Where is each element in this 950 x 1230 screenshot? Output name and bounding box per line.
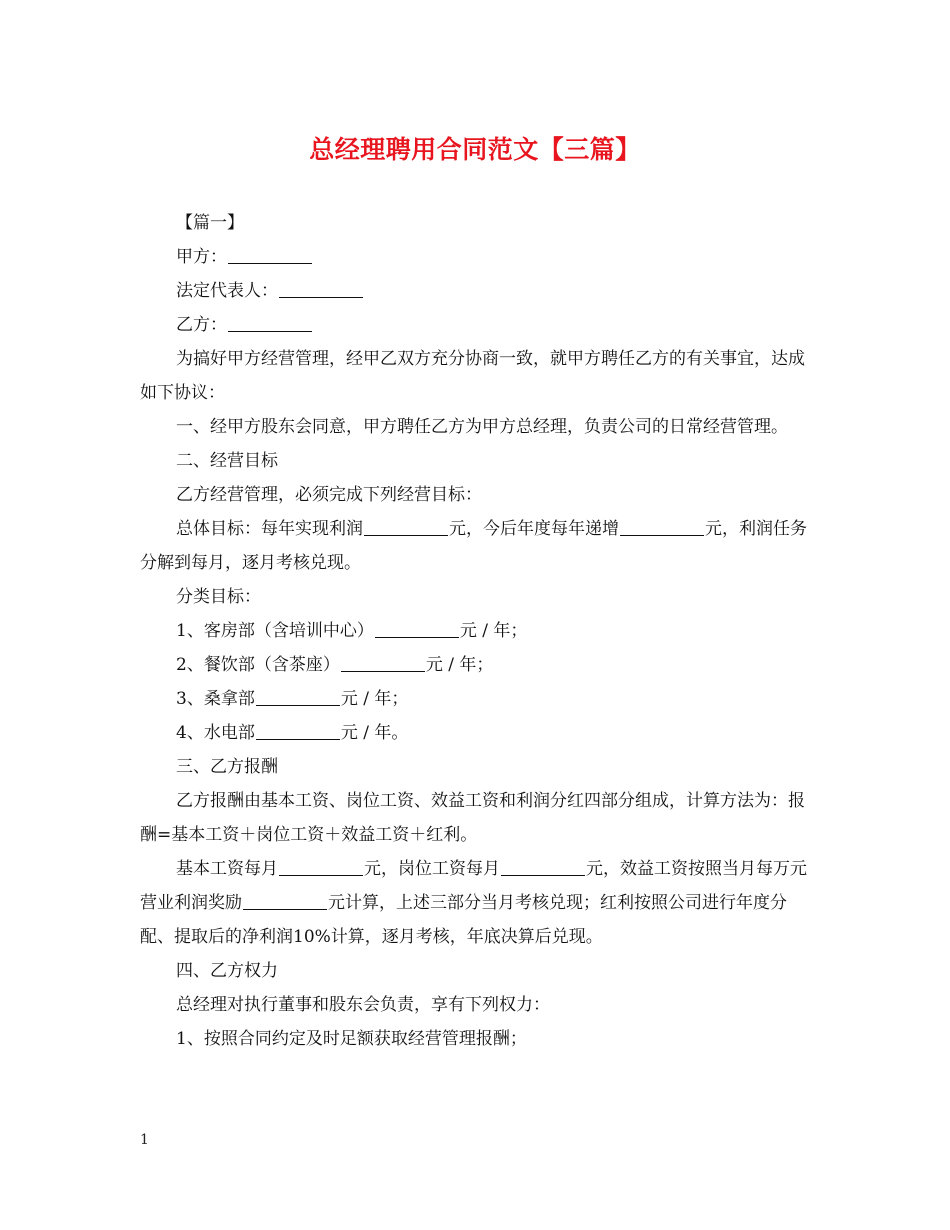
paragraph-text: 为搞好甲方经营管理，经甲乙双方充分协商一致，就甲方聘任乙方的有关事宜，达成如下协议： xyxy=(140,349,805,403)
paragraph-text: 二、经营目标 xyxy=(176,451,278,471)
paragraph-text: 乙方经营管理，必须完成下列经营目标： xyxy=(176,485,482,505)
paragraph xyxy=(140,614,812,648)
paragraph-text: 法定代表人： xyxy=(176,281,278,301)
paragraph-text: 元，岗位工资每月 xyxy=(364,859,500,879)
paragraph-text: 元 / 年； xyxy=(459,621,528,641)
paragraph-text: 元 / 年。 xyxy=(340,723,409,743)
paragraph-text: 元计算，上述三部分当月考核兑现；红利按照公司进行年度分配、提取后的净利润10%计算，逐月考核，年底决算后兑现。 xyxy=(140,893,787,947)
fill-in-blank xyxy=(341,651,425,672)
paragraph-text: 基本工资每月 xyxy=(176,859,278,879)
paragraph xyxy=(140,240,812,274)
page-number: 1 xyxy=(140,1132,149,1148)
paragraph-text: 2、餐饮部（含茶座） xyxy=(176,655,340,675)
paragraph-text: 甲方： xyxy=(176,247,227,267)
fill-in-blank xyxy=(228,243,312,264)
fill-in-blank xyxy=(256,719,340,740)
paragraph xyxy=(140,512,812,580)
paragraph-text: 乙方报酬由基本工资、岗位工资、效益工资和利润分红四部分组成，计算方法为：报酬=基本工资＋岗位工资＋效益工资＋红利。 xyxy=(140,791,805,845)
document-body xyxy=(140,206,812,1056)
paragraph xyxy=(140,784,812,852)
paragraph-text: 4、水电部 xyxy=(176,723,255,743)
paragraph xyxy=(140,750,812,784)
fill-in-blank xyxy=(364,515,448,536)
paragraph-text: 元，效益工资按照当月每万元营业利润奖励 xyxy=(140,859,807,913)
paragraph xyxy=(140,1022,812,1056)
fill-in-blank xyxy=(228,311,312,332)
paragraph-text: 元，今后年度每年递增 xyxy=(449,519,619,539)
paragraph-text: 总经理对执行董事和股东会负责，享有下列权力： xyxy=(176,995,550,1015)
paragraph xyxy=(140,206,812,240)
paragraph-text: 元，利润任务分解到每月，逐月考核兑现。 xyxy=(140,519,807,573)
paragraph-text: 3、桑拿部 xyxy=(176,689,255,709)
paragraph xyxy=(140,716,812,750)
paragraph-text: 【篇一】 xyxy=(176,213,244,233)
paragraph xyxy=(140,274,812,308)
fill-in-blank xyxy=(279,855,363,876)
paragraph xyxy=(140,478,812,512)
paragraph-text: 元 / 年； xyxy=(340,689,409,709)
paragraph-text: 1、按照合同约定及时足额获取经营管理报酬； xyxy=(176,1029,527,1049)
paragraph xyxy=(140,444,812,478)
fill-in-blank xyxy=(243,889,327,910)
paragraph-text: 1、客房部（含培训中心） xyxy=(176,621,374,641)
fill-in-blank xyxy=(375,617,459,638)
paragraph-text: 分类目标： xyxy=(176,587,261,607)
paragraph xyxy=(140,988,812,1022)
fill-in-blank xyxy=(620,515,704,536)
document-title: 总经理聘用合同范文【三篇】 xyxy=(309,135,641,164)
paragraph xyxy=(140,410,812,444)
paragraph-text: 一、经甲方股东会同意，甲方聘任乙方为甲方总经理，负责公司的日常经营管理。 xyxy=(176,417,788,437)
fill-in-blank xyxy=(256,685,340,706)
paragraph xyxy=(140,648,812,682)
paragraph-text: 三、乙方报酬 xyxy=(176,757,278,777)
paragraph-text: 乙方： xyxy=(176,315,227,335)
paragraph-text: 总体目标：每年实现利润 xyxy=(176,519,363,539)
paragraph xyxy=(140,954,812,988)
paragraph xyxy=(140,852,812,954)
paragraph xyxy=(140,682,812,716)
paragraph xyxy=(140,308,812,342)
paragraph-text: 四、乙方权力 xyxy=(176,961,278,981)
paragraph-text: 元 / 年； xyxy=(425,655,494,675)
paragraph xyxy=(140,342,812,410)
paragraph xyxy=(140,580,812,614)
fill-in-blank xyxy=(501,855,585,876)
fill-in-blank xyxy=(279,277,363,298)
